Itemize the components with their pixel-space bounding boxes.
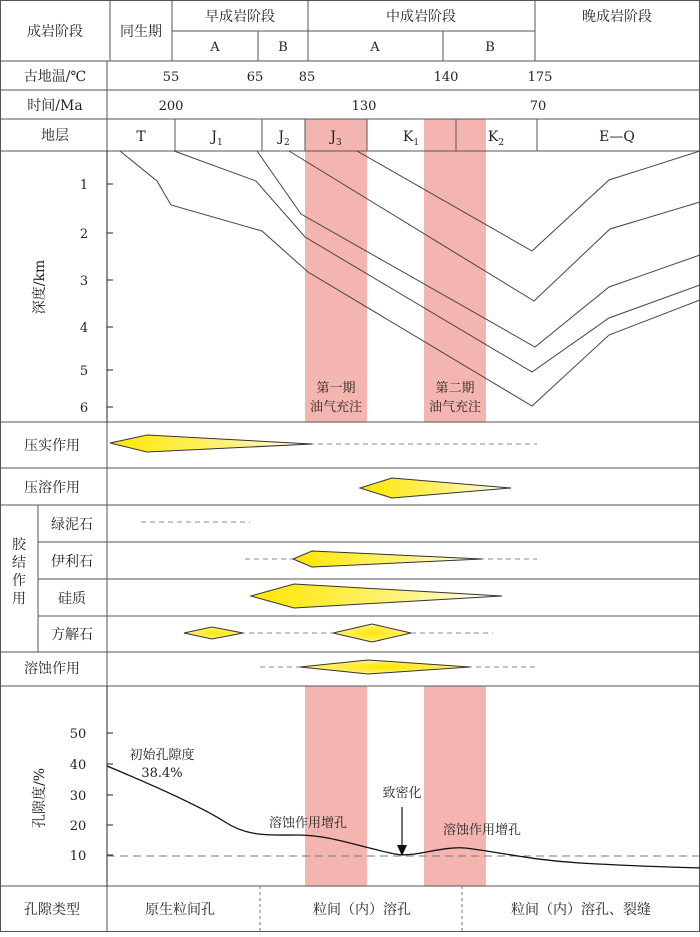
middle-a: A (370, 40, 380, 55)
dissolution-increase-label-1: 溶蚀作用增孔 (268, 816, 348, 831)
porosity-tick: 50 (69, 727, 87, 742)
silica-label: 硅质 (58, 591, 86, 607)
depth-tick: 2 (79, 227, 89, 242)
depth-tick: 6 (79, 401, 89, 416)
strata-row (136, 129, 635, 148)
dissolution-lens (300, 660, 470, 674)
time-tick: 200 (158, 99, 184, 114)
pore-type-intra-fracture: 粒间（内）溶孔、裂缝 (511, 902, 651, 918)
strata-label-2: $J_2$ (278, 129, 290, 148)
pressure-solution-label: 压溶作用 (24, 480, 80, 496)
pore-type-primary: 原生粒间孔 (145, 902, 215, 918)
pressure-solution-lens (360, 478, 511, 498)
strata-label: 地层 (41, 128, 69, 144)
time-tick: 130 (351, 99, 377, 114)
chlorite-label: 绿泥石 (51, 517, 93, 533)
illite-label: 伊利石 (51, 554, 93, 570)
porosity-tick: 20 (69, 819, 87, 834)
charge-1-label: 油气充注 (309, 400, 363, 415)
depth-axis-label: 深度/km (32, 259, 48, 315)
charge-2-label: 第二期 (435, 381, 475, 396)
strata-label-6: E—Q (599, 129, 635, 145)
initial-porosity-label: 初始孔隙度 (129, 748, 195, 763)
burial-curves (120, 151, 700, 406)
burial-curve-1 (120, 151, 700, 406)
cementation-label-char: 作 (12, 573, 26, 589)
temp-tick: 55 (162, 70, 180, 85)
porosity-tick: 30 (69, 789, 87, 804)
stage-label: 成岩阶段 (27, 24, 83, 40)
charge-band-2-upper (424, 119, 486, 422)
depth-tick: 1 (79, 178, 89, 193)
depth-tick: 5 (79, 364, 89, 379)
porosity-curve (107, 766, 700, 868)
porosity-axis-label: 孔隙度/% (32, 767, 48, 829)
early-a: A (210, 40, 220, 55)
time-tick: 70 (529, 99, 547, 114)
temp-tick: 175 (527, 70, 553, 85)
temp-tick: 140 (433, 70, 459, 85)
middle-b: B (485, 40, 495, 55)
middle-stage-label: 中成岩阶段 (386, 9, 456, 25)
compaction-lens (110, 435, 312, 452)
paleotemp-label: 古地温/℃ (23, 69, 87, 85)
strata-label-5: $K_2$ (487, 129, 505, 148)
initial-porosity-value: 38.4% (141, 766, 183, 781)
charge-1-label: 第一期 (316, 381, 356, 396)
cementation-label-char: 胶 (12, 537, 26, 553)
temp-tick: 85 (298, 70, 316, 85)
cementation-label-char: 结 (12, 555, 26, 571)
time-label: 时间/Ma (27, 98, 83, 114)
strata-label-3: $J_3$ (330, 129, 342, 148)
pore-type-intra: 粒间（内）溶孔 (313, 902, 411, 918)
charge-2-label: 油气充注 (428, 400, 482, 415)
calcite-label: 方解石 (51, 627, 93, 643)
silica-lens (251, 584, 502, 608)
calcite-lens-1 (184, 627, 243, 639)
dissolution-increase-label-2: 溶蚀作用增孔 (442, 823, 522, 838)
cementation-label-char: 用 (12, 591, 26, 607)
syngenetic-label: 同生期 (120, 24, 162, 40)
strata-label-4: $K_1$ (402, 129, 420, 148)
temp-tick: 65 (246, 70, 264, 85)
porosity-tick: 10 (69, 849, 87, 864)
depth-tick: 4 (79, 321, 89, 336)
early-stage-label: 早成岩阶段 (205, 9, 275, 25)
charge-band-1-upper (305, 119, 367, 422)
calcite-lens-2 (333, 624, 411, 642)
illite-lens (293, 551, 482, 567)
depth-axis (107, 151, 113, 422)
strata-label-0: T (136, 129, 146, 145)
compaction-label: 压实作用 (24, 438, 80, 454)
early-b: B (278, 40, 288, 55)
late-stage-label: 晚成岩阶段 (582, 9, 652, 25)
depth-tick: 3 (79, 274, 89, 289)
pore-type-label: 孔隙类型 (24, 902, 80, 918)
dissolution-label: 溶蚀作用 (24, 661, 80, 677)
burial-curve-5 (357, 151, 700, 251)
densification-label: 致密化 (382, 786, 422, 801)
porosity-tick: 40 (69, 758, 87, 773)
strata-label-1: $J_1$ (211, 129, 223, 148)
process-lenses (110, 435, 511, 674)
